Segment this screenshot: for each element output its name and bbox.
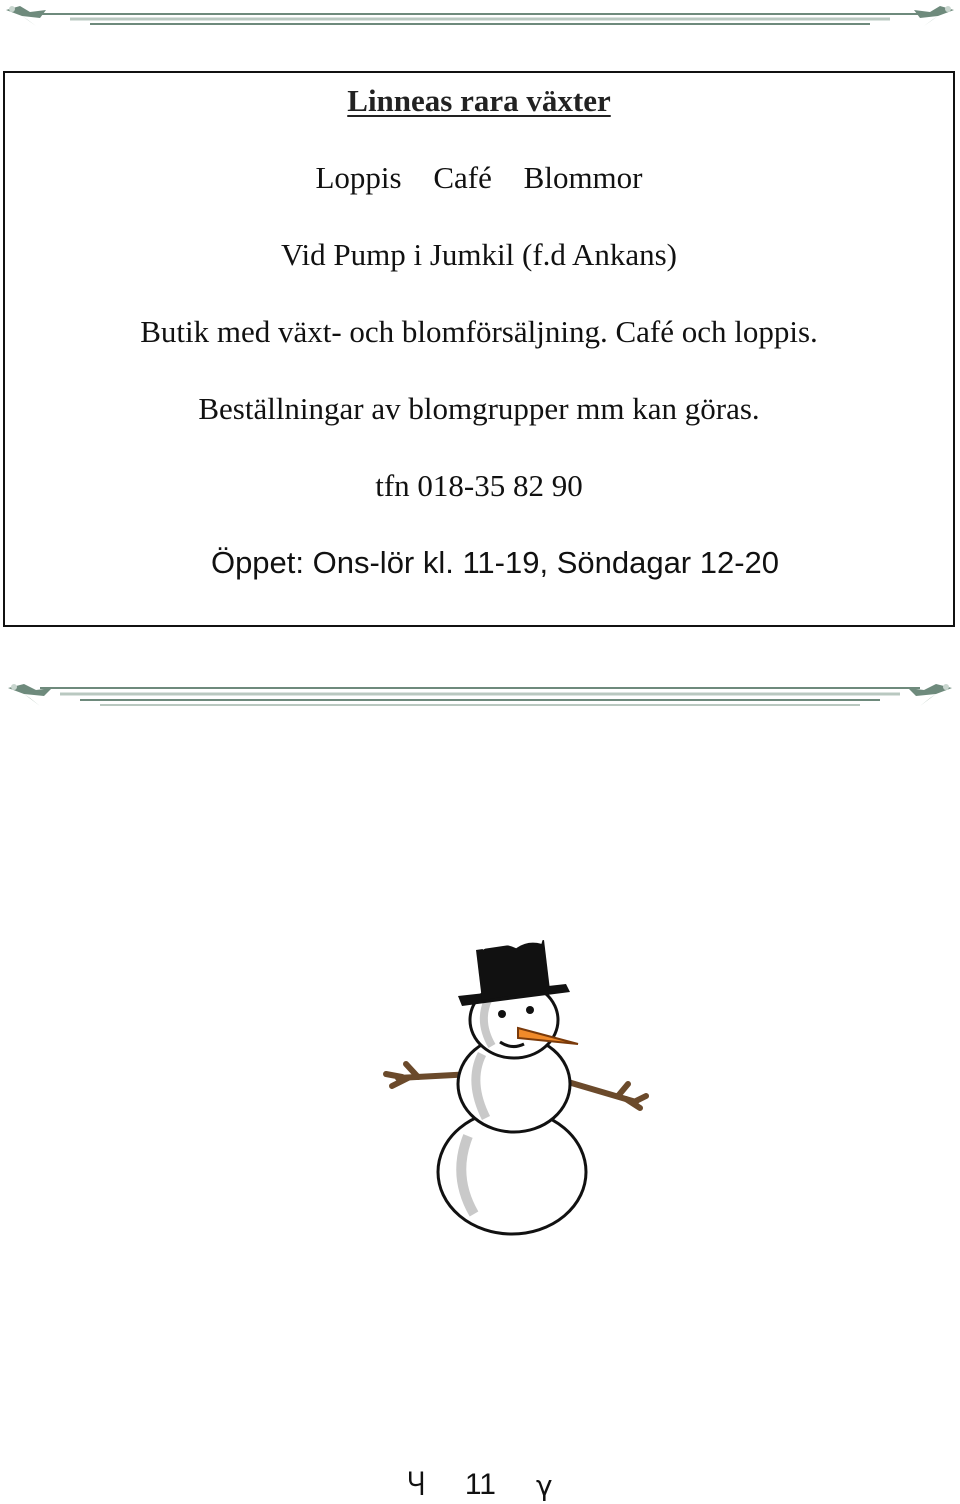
page-number: 11 [464, 1468, 496, 1501]
advertisement-box [3, 71, 955, 627]
ad-hours: Öppet: Ons-lör kl. 11-19, Söndagar 12-20 [210, 545, 780, 580]
top-hat-icon [458, 940, 570, 1006]
middle-ornamental-divider [0, 678, 960, 714]
tagline-item-loppis: Loppis [315, 160, 402, 195]
ornament-left-icon: Ⴗ [407, 1468, 425, 1502]
right-arm-icon [568, 1082, 646, 1108]
holly-left-icon [6, 6, 46, 26]
snowman-illustration [378, 936, 658, 1236]
ad-location: Vid Pump i Jumkil (f.d Ankans) [281, 237, 677, 272]
ad-title: Linneas rara växter [347, 83, 611, 118]
left-eye-icon [498, 1010, 506, 1018]
ad-phone: tfn 018-35 82 90 [375, 468, 583, 503]
ad-orders: Beställningar av blomgrupper mm kan göras. [198, 391, 760, 426]
holly-right-icon [914, 6, 954, 26]
top-ornamental-divider [0, 0, 960, 36]
tagline-item-cafe: Café [433, 160, 492, 195]
right-eye-icon [526, 1006, 534, 1014]
page-footer [0, 1466, 960, 1504]
ad-tagline [5, 160, 953, 196]
tagline-item-blommor: Blommor [523, 160, 643, 195]
ad-description: Butik med växt- och blomförsäljning. Café och loppis. [140, 314, 818, 349]
ornament-right-icon: γ [535, 1468, 553, 1502]
